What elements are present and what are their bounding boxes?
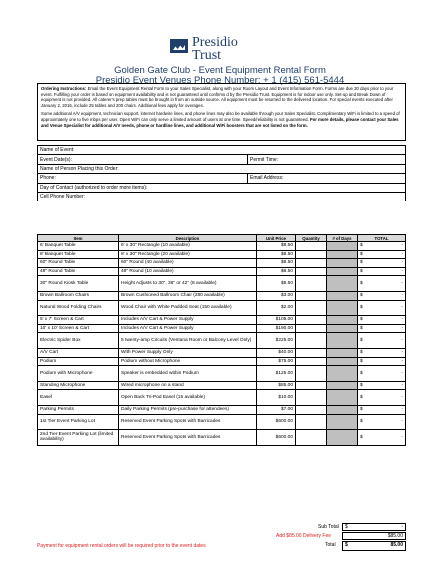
days-input[interactable] — [327, 366, 358, 382]
row-total-value: - — [401, 243, 403, 249]
days-input[interactable] — [327, 259, 358, 268]
quantity-input[interactable] — [296, 366, 327, 382]
item-name: Podium — [38, 357, 119, 366]
col-quantity: Quantity — [296, 235, 327, 242]
row-total-dollar: $ — [360, 434, 363, 440]
table-row — [38, 414, 406, 430]
row-total — [358, 300, 406, 316]
row-total-dollar: $ — [360, 419, 363, 425]
ordering-instructions — [37, 83, 406, 141]
item-description: Open Back Tri-Pod Easel (15 available) — [119, 390, 257, 406]
item-description: Reserved Event Parking Spots with Barricades — [119, 430, 257, 446]
item-description: Includes A/V Cart & Power Supply — [119, 324, 257, 333]
row-total-dollar: $ — [360, 251, 363, 257]
event-name-field[interactable]: Name of Event: — [38, 146, 406, 155]
days-input[interactable] — [327, 333, 358, 349]
row-total — [358, 381, 406, 390]
row-total-value: - — [401, 383, 403, 389]
row-total — [358, 366, 406, 382]
item-name: 10' x 10' Screen & Cart — [38, 324, 119, 333]
row-total-dollar: $ — [360, 317, 363, 323]
item-price: $190.00 — [257, 324, 296, 333]
item-name: 2nd Tier Event Parking Lot (limited availability) — [38, 430, 119, 446]
days-input[interactable] — [327, 316, 358, 325]
item-price: $8.50 — [257, 276, 296, 292]
item-price: $8.50 — [257, 242, 296, 251]
row-total-value: - — [401, 326, 403, 332]
row-total — [358, 276, 406, 292]
item-price: $225.00 — [257, 333, 296, 349]
row-total — [358, 250, 406, 259]
row-total — [358, 430, 406, 446]
table-row — [38, 381, 406, 390]
quantity-input[interactable] — [296, 414, 327, 430]
row-total-value: - — [401, 434, 403, 440]
av-contact-text: For more details, please contact your Sales and Venue Specialist for additional A/V needs, phone or hardline lines, and additional WiFi boosters that are not listed on the form. — [41, 116, 399, 128]
days-input[interactable] — [327, 242, 358, 251]
item-price: $10.00 — [257, 390, 296, 406]
item-price: $600.00 — [257, 430, 296, 446]
form-title: Golden Gate Club - Event Equipment Rental Form — [114, 65, 326, 76]
email-field[interactable]: Email Address: — [248, 174, 406, 183]
item-description: Wood Chair with White Padded Seat (150 available) — [119, 300, 257, 316]
days-input[interactable] — [327, 414, 358, 430]
row-total-dollar: $ — [360, 269, 363, 275]
days-input[interactable] — [327, 276, 358, 292]
row-total — [358, 259, 406, 268]
col-description: Description — [119, 235, 257, 242]
quantity-input[interactable] — [296, 267, 327, 276]
phone-field[interactable]: Phone: — [38, 174, 248, 183]
quantity-input[interactable] — [296, 390, 327, 406]
table-row — [38, 366, 406, 382]
item-name: Easel — [38, 390, 119, 406]
item-name: 60" Round Table — [38, 259, 119, 268]
total-value: 85.00 — [390, 542, 403, 548]
quantity-input[interactable] — [296, 259, 327, 268]
row-total-dollar: $ — [360, 281, 363, 287]
table-row — [38, 430, 406, 446]
row-total-dollar: $ — [360, 338, 363, 344]
row-total-dollar: $ — [360, 293, 363, 299]
row-total-value: - — [401, 317, 403, 323]
quantity-input[interactable] — [296, 291, 327, 300]
item-name: Brown Ballroom Chairs — [38, 291, 119, 300]
days-input[interactable] — [327, 250, 358, 259]
days-input[interactable] — [327, 405, 358, 414]
item-price: $8.50 — [257, 259, 296, 268]
item-description: Podium without Microphone — [119, 357, 257, 366]
row-total-dollar: $ — [360, 395, 363, 401]
subtotal-box — [342, 523, 406, 531]
row-total-dollar: $ — [360, 383, 363, 389]
item-name: 30" Round Kiosk Table — [38, 276, 119, 292]
row-total — [358, 324, 406, 333]
row-total-value: - — [401, 269, 403, 275]
subtotal-dollar: $ — [345, 524, 348, 530]
row-total-dollar: $ — [360, 326, 363, 332]
quantity-input[interactable] — [296, 250, 327, 259]
item-name: Standing Microphone — [38, 381, 119, 390]
item-name: 6' Banquet Table — [38, 242, 119, 251]
row-total-value: - — [401, 407, 403, 413]
av-text: Some additional A/V equipment, technician support, internet hardwire lines, and phone lines may also be available through your Sales Specialist. Complimentary WiFi is limited to a speed of approximately one to five mbps per user. Open WiFi can only serve a limited amount of users at one time. Speed/reliability is not guaranteed. — [41, 111, 400, 122]
quantity-input[interactable] — [296, 405, 327, 414]
item-price: $85.00 — [257, 381, 296, 390]
table-row — [38, 390, 406, 406]
row-total — [358, 242, 406, 251]
row-total — [358, 333, 406, 349]
row-total-dollar: $ — [360, 407, 363, 413]
table-row — [38, 324, 406, 333]
row-total-value: - — [401, 419, 403, 425]
table-row — [38, 291, 406, 300]
payment-note: Payment for equipment rental orders will be required prior to the event dates — [37, 543, 206, 549]
item-price: $125.00 — [257, 366, 296, 382]
event-info-table — [37, 145, 406, 201]
col-item: Item — [38, 235, 119, 242]
table-row — [38, 276, 406, 292]
row-total — [358, 357, 406, 366]
table-row — [38, 405, 406, 414]
subtotal-value: - — [401, 524, 403, 530]
row-total — [358, 291, 406, 300]
days-input[interactable] — [327, 390, 358, 406]
row-total-dollar: $ — [360, 370, 363, 376]
table-row — [38, 357, 406, 366]
total-label: Total — [325, 542, 336, 548]
item-price: $8.50 — [257, 250, 296, 259]
item-description: Speaker is embedded within Podium — [119, 366, 257, 382]
item-name: Podium with Microphone — [38, 366, 119, 382]
subtotal-label: Sub Total — [318, 524, 339, 530]
table-row — [38, 242, 406, 251]
event-dates-field[interactable]: Event Date(s): — [38, 155, 248, 164]
days-input[interactable] — [327, 291, 358, 300]
delivery-fee-box — [342, 532, 406, 540]
quantity-input[interactable] — [296, 300, 327, 316]
item-name: A/V Cart — [38, 348, 119, 357]
row-total — [358, 390, 406, 406]
logo-mark-icon — [170, 39, 188, 53]
row-total-value: - — [401, 281, 403, 287]
row-total-dollar: $ — [360, 358, 363, 364]
row-total-value: - — [401, 370, 403, 376]
item-description: Height Adjusts to 30", 36" or 42" (8 available) — [119, 276, 257, 292]
item-name: Electric Spider Box — [38, 333, 119, 349]
row-total — [358, 316, 406, 325]
item-description: With Power Supply Only — [119, 348, 257, 357]
table-row — [38, 250, 406, 259]
table-row — [38, 316, 406, 325]
quantity-input[interactable] — [296, 316, 327, 325]
quantity-input[interactable] — [296, 242, 327, 251]
contact-day-field[interactable]: Day of Contact (authorized to order more items): — [38, 183, 406, 192]
item-description: Wired microphone on a stand — [119, 381, 257, 390]
row-total — [358, 405, 406, 414]
permit-time-field[interactable]: Permit Time: — [248, 155, 406, 164]
table-row — [38, 300, 406, 316]
table-row — [38, 259, 406, 268]
quantity-input[interactable] — [296, 430, 327, 446]
item-description: 6' x 30" Rectangle (10 available) — [119, 242, 257, 251]
row-total-dollar: $ — [360, 305, 363, 311]
row-total — [358, 267, 406, 276]
quantity-input[interactable] — [296, 333, 327, 349]
item-name: Parking Permits — [38, 405, 119, 414]
item-name: Natural Wood Folding Chairs — [38, 300, 119, 316]
row-total-value: - — [401, 395, 403, 401]
item-price: $40.00 — [257, 348, 296, 357]
item-description: Brown Cushioned Ballroom Chair (280 available) — [119, 291, 257, 300]
days-input[interactable] — [327, 430, 358, 446]
col-total: TOTAL — [358, 235, 406, 242]
item-description: 48" Round (10 available) — [119, 267, 257, 276]
row-total-dollar: $ — [360, 243, 363, 249]
table-row — [38, 348, 406, 357]
item-price: $75.00 — [257, 357, 296, 366]
item-description: 5 twenty-amp Circuits (Ventana Room or Balcony Level Only) — [119, 333, 257, 349]
presidio-trust-logo — [168, 37, 268, 61]
row-total-dollar: $ — [360, 260, 363, 266]
item-description: 60" Round (40 available) — [119, 259, 257, 268]
row-total — [358, 348, 406, 357]
instructions-label: Ordering Instructions: — [41, 86, 87, 91]
item-price: $8.50 — [257, 267, 296, 276]
item-price: $3.00 — [257, 291, 296, 300]
cell-phone-field[interactable]: Cell Phone Number: — [38, 192, 406, 201]
equipment-table — [37, 234, 406, 446]
row-total-value: - — [401, 251, 403, 257]
table-row — [38, 333, 406, 349]
row-total-value: - — [401, 338, 403, 344]
days-input[interactable] — [327, 324, 358, 333]
item-price: $600.00 — [257, 414, 296, 430]
form-subtitle: Presidio Event Venues Phone Number: + 1 (415) 561-5444 — [95, 75, 345, 86]
days-input[interactable] — [327, 267, 358, 276]
row-total — [358, 414, 406, 430]
item-description: Daily Parking Permits (pre-purchase for attendees) — [119, 405, 257, 414]
item-name: 1st Tier Event Parking Lot — [38, 414, 119, 430]
item-description: 8' x 30" Rectangle (20 available) — [119, 250, 257, 259]
item-description: Reserved Event Parking Spots with Barricades — [119, 414, 257, 430]
row-total-dollar: $ — [360, 350, 363, 356]
total-box — [342, 541, 406, 551]
item-price: $2.00 — [257, 300, 296, 316]
quantity-input[interactable] — [296, 357, 327, 366]
item-name: 8' Banquet Table — [38, 250, 119, 259]
col-days: # of Days — [327, 235, 358, 242]
row-total-value: - — [401, 260, 403, 266]
quantity-input[interactable] — [296, 381, 327, 390]
row-total-value: - — [401, 350, 403, 356]
instructions-text: Email the Event Equipment Rental Form to your Sales Specialist, along with your Room Layout and Event Information Form. Forms are due 30 days prior to your event. Fulfilling your order is based on equipment availability and is not guaranteed until confirms d by the Presidio Trust. Equipment is for indoor use only. Set-up and Break Down of equipment is not provided. All caterer's prep tables must be brought in from an outside source. All equipment must be returned to the delivered location. For special events executed after January 2, 2016, include 25 tables and 200 chairs. Additional fees apply for overages. — [41, 86, 394, 108]
days-input[interactable] — [327, 300, 358, 316]
item-price: $105.00 — [257, 316, 296, 325]
quantity-input[interactable] — [296, 324, 327, 333]
total-dollar: $ — [345, 542, 348, 548]
days-input[interactable] — [327, 348, 358, 357]
person-field[interactable]: Name of Person Placing this Order: — [38, 164, 406, 173]
table-row — [38, 267, 406, 276]
logo-line2: Trust — [192, 48, 222, 63]
col-unit-price: Unit Price — [257, 235, 296, 242]
delivery-fee-value: $85.00 — [387, 533, 403, 539]
item-name: 48" Round Table — [38, 267, 119, 276]
days-input[interactable] — [327, 357, 358, 366]
delivery-fee-label: Add $85.00 Delivery Fee — [276, 533, 332, 539]
row-total-value: - — [401, 305, 403, 311]
quantity-input[interactable] — [296, 276, 327, 292]
item-name: 5' x 7' Screen & Cart — [38, 316, 119, 325]
item-description: Includes A/V Cart & Power Supply — [119, 316, 257, 325]
days-input[interactable] — [327, 381, 358, 390]
row-total-value: - — [401, 358, 403, 364]
row-total-value: - — [401, 293, 403, 299]
item-price: $7.00 — [257, 405, 296, 414]
quantity-input[interactable] — [296, 348, 327, 357]
logo-line1: Presidio — [192, 35, 238, 50]
